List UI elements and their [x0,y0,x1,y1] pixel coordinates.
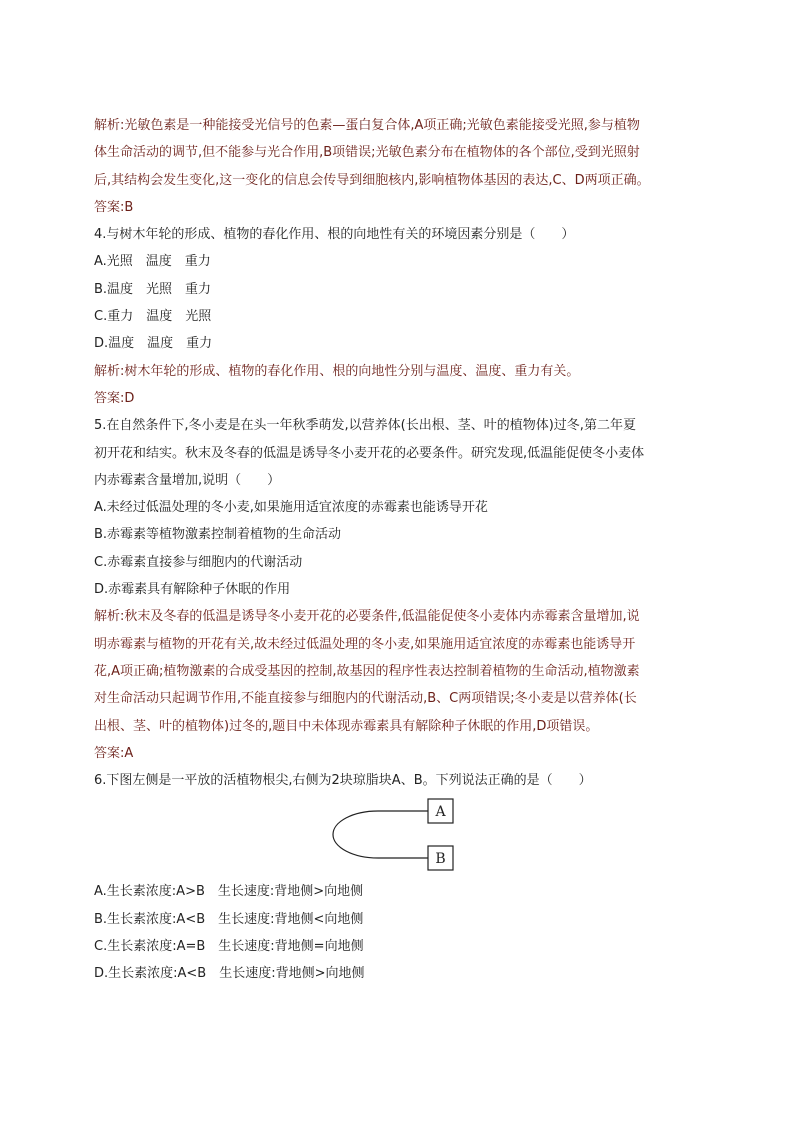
q5-stem-line: 内赤霉素含量增加,说明（ ） [94,472,281,488]
q5-explanation-line: 解析:秋末及冬春的低温是诱导冬小麦开花的必要条件,低温能促使冬小麦体内赤霉素含量增加,说 [94,609,640,625]
q4-explanation: 解析:树木年轮的形成、植物的春化作用、根的向地性分别与温度、温度、重力有关。 [94,363,580,379]
q4-option-d: D.温度 温度 重力 [94,336,213,352]
q6-option-d: D.生长素浓度:A<B 生长速度:背地侧>向地侧 [94,966,365,982]
q5-option-d: D.赤霉素具有解除种子休眠的作用 [94,582,291,598]
q6-option-b: B.生长素浓度:A<B 生长速度:背地侧<向地侧 [94,911,364,927]
q4-answer: 答案:D [94,390,135,406]
q6-stem: 6.下图左侧是一平放的活植物根尖,右侧为2块琼脂块A、B。下列说法正确的是（ ） [94,773,592,789]
q5-option-a: A.未经过低温处理的冬小麦,如果施用适宜浓度的赤霉素也能诱导开花 [94,500,488,516]
q4-option-a: A.光照 温度 重力 [94,254,211,270]
q5-stem-line: 5.在自然条件下,冬小麦是在头一年秋季萌发,以营养体(长出根、茎、叶的植物体)过冬,第二年夏 [94,418,636,434]
q5-answer: 答案:A [94,745,134,761]
q3-explanation-line: 体生命活动的调节,但不能参与光合作用,B项错误;光敏色素分布在植物体的各个部位,受到光照射 [94,145,640,161]
q5-stem-line: 初开花和结实。秋末及冬春的低温是诱导冬小麦开花的必要条件。研究发现,低温能促使冬小麦体 [94,445,645,461]
q3-explanation-line: 解析:光敏色素是一种能接受光信号的色素—蛋白复合体,A项正确;光敏色素能接受光照,参与植物 [94,118,640,133]
root-tip-curve [333,811,428,858]
document-body [94,112,714,988]
q3-explanation-line: 后,其结构会发生变化,这一变化的信息会传导到细胞核内,影响植物体基因的表达,C、D两项正确。 [94,172,650,188]
root-tip-diagram [332,796,472,872]
q5-explanation-line: 花,A项正确;植物激素的合成受基因的控制,故基因的程序性表达控制着植物的生命活动,植物激素 [94,663,640,679]
q3-answer: 答案:B [94,199,134,215]
agar-block-b-label: B [435,851,446,868]
q5-explanation-line: 出根、茎、叶的植物体)过冬的,题目中未体现赤霉素具有解除种子休眠的作用,D项错误。 [94,718,599,734]
q5-option-b: B.赤霉素等植物激素控制着植物的生命活动 [94,527,342,543]
q6-option-a: A.生长素浓度:A>B 生长速度:背地侧>向地侧 [94,884,364,900]
q5-option-c: C.赤霉素直接参与细胞内的代谢活动 [94,554,303,570]
q4-option-c: C.重力 温度 光照 [94,309,212,325]
agar-block-a-label: A [435,804,446,821]
root-tip-figure [94,796,714,872]
q5-explanation-line: 明赤霉素与植物的开花有关,故未经过低温处理的冬小麦,如果施用适宜浓度的赤霉素也能诱导开 [94,636,636,652]
q5-explanation-line: 对生命活动只起调节作用,不能直接参与细胞内的代谢活动,B、C两项错误;冬小麦是以营养体(长 [94,691,637,707]
q4-option-b: B.温度 光照 重力 [94,281,212,297]
q4-stem: 4.与树木年轮的形成、植物的春化作用、根的向地性有关的环境因素分别是（ ） [94,227,575,243]
q6-option-c: C.生长素浓度:A=B 生长速度:背地侧=向地侧 [94,939,364,955]
